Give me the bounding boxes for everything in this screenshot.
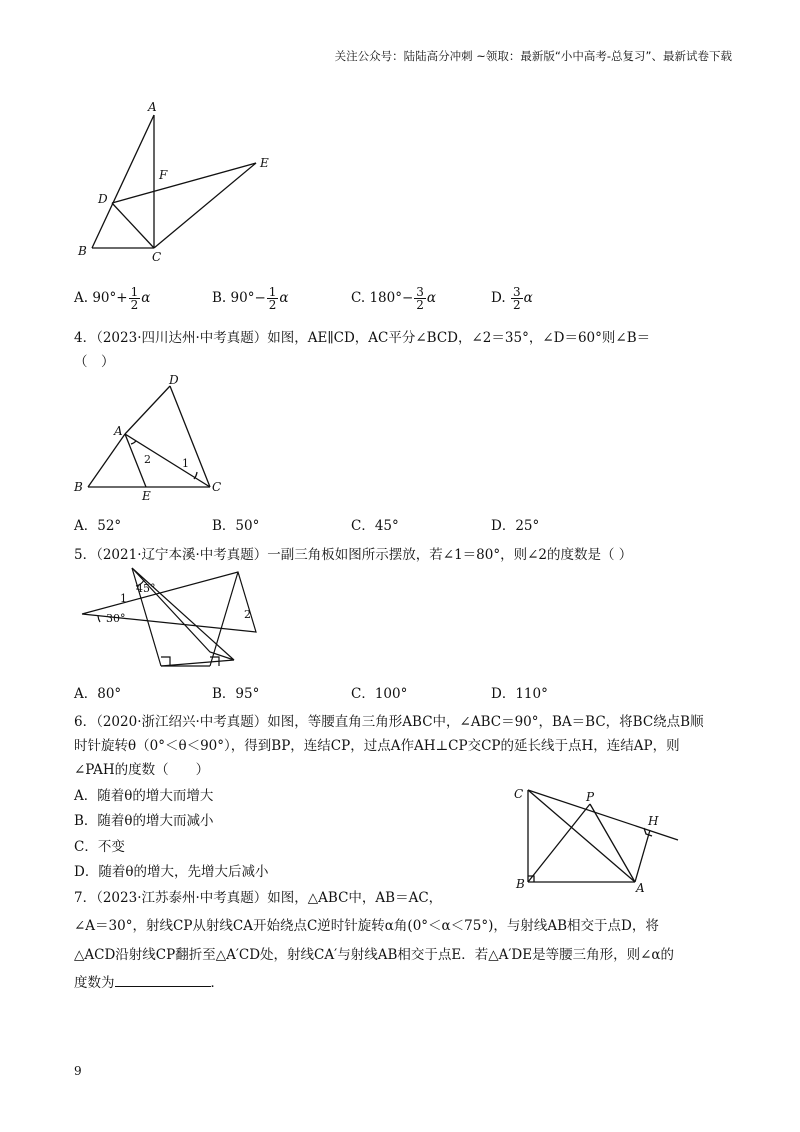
q3-option-c: C. 180°− $\frac{3}{2}$ α bbox=[351, 285, 437, 312]
q4-label-c: C bbox=[212, 480, 222, 494]
q3-label-a: A bbox=[148, 100, 157, 114]
q4-option-a: A．52° bbox=[74, 518, 122, 534]
q4-label-2: 2 bbox=[144, 453, 151, 466]
q4-label-e: E bbox=[142, 489, 151, 503]
q3-label-c: C bbox=[152, 250, 162, 264]
q6-stem-line3: ∠PAH的度数（ ） bbox=[74, 762, 210, 778]
q6-option-a: A．随着θ的增大而增大 bbox=[74, 788, 214, 804]
q4-option-c: C．45° bbox=[351, 518, 399, 534]
q5-label-45: 45° bbox=[136, 582, 156, 595]
q5-option-d: D．110° bbox=[491, 686, 548, 702]
q5-option-a: A．80° bbox=[74, 686, 122, 702]
q3-label-e: E bbox=[260, 156, 269, 170]
answer-blank[interactable] bbox=[115, 974, 211, 987]
q7-stem-line1: 7．（2023·江苏泰州·中考真题）如图，△ABC中，AB＝AC， bbox=[74, 890, 443, 906]
q6-option-d: D．随着θ的增大，先增大后减小 bbox=[74, 864, 269, 880]
q6-label-b: B bbox=[516, 877, 525, 891]
q6-label-c: C bbox=[514, 787, 524, 801]
q4-option-d: D．25° bbox=[491, 518, 540, 534]
q6-option-c: C．不变 bbox=[74, 839, 125, 855]
q6-figure bbox=[510, 782, 690, 897]
q5-label-2: 2 bbox=[244, 608, 251, 621]
q3-figure bbox=[70, 95, 290, 265]
q5-stem: 5．（2021·辽宁本溪·中考真题）一副三角板如图所示摆放，若∠1＝80°，则∠2的度数是（ ） bbox=[74, 547, 633, 563]
q6-stem-line2: 时针旋转θ（0°＜θ＜90°），得到BP，连结CP，过点A作AH⊥CP交CP的延长线于点H，连结AP，则 bbox=[74, 738, 680, 754]
q4-label-a: A bbox=[114, 424, 123, 438]
q4-label-1: 1 bbox=[182, 457, 189, 470]
q7-stem-line3: △ACD沿射线CP翻折至△A′CD处，射线CA′与射线AB相交于点E．若△A′DE是等腰三角形，则∠α的 bbox=[74, 947, 675, 963]
q4-label-b: B bbox=[74, 480, 83, 494]
page-number: 9 bbox=[74, 1064, 82, 1078]
q3-label-f: F bbox=[159, 168, 168, 182]
q6-stem-line1: 6．（2020·浙江绍兴·中考真题）如图，等腰直角三角形ABC中，∠ABC＝90°，BA＝BC，将BC绕点B顺 bbox=[74, 714, 704, 730]
q7-stem-line2: ∠A＝30°，射线CP从射线CA开始绕点C逆时针旋转α角(0°＜α＜75°)，与射线AB相交于点D，将 bbox=[74, 918, 659, 934]
q3-label-d: D bbox=[98, 192, 108, 206]
q3-option-a: A. 90°+ $\frac{1}{2}$ α bbox=[74, 285, 151, 312]
q4-figure bbox=[70, 372, 230, 502]
q3-label-b: B bbox=[78, 244, 87, 258]
q6-label-a: A bbox=[636, 881, 645, 895]
q4-stem-line2: （ ） bbox=[74, 354, 115, 370]
q3-option-d: D. $\frac{3}{2}$ α bbox=[491, 285, 533, 312]
q6-option-b: B．随着θ的增大而减小 bbox=[74, 813, 214, 829]
q5-label-30: 30° bbox=[106, 612, 126, 625]
q5-option-c: C．100° bbox=[351, 686, 408, 702]
q4-label-d: D bbox=[169, 373, 179, 387]
q4-option-b: B．50° bbox=[212, 518, 260, 534]
q5-figure bbox=[74, 562, 264, 672]
q6-label-h: H bbox=[648, 814, 659, 828]
q6-label-p: P bbox=[586, 790, 595, 804]
q5-label-1: 1 bbox=[120, 592, 127, 605]
q5-option-b: B．95° bbox=[212, 686, 260, 702]
page-header: 关注公众号：陆陆高分冲刺 ~领取：最新版“小中高考-总复习”、最新试卷下载 bbox=[334, 49, 732, 63]
q7-stem-line4: 度数为 ． bbox=[74, 975, 224, 991]
q4-stem-line1: 4．（2023·四川达州·中考真题）如图，AE∥CD，AC平分∠BCD，∠2＝35°，∠D＝60°则∠B＝ bbox=[74, 330, 651, 346]
q3-option-b: B. 90°− $\frac{1}{2}$ α bbox=[212, 285, 289, 312]
